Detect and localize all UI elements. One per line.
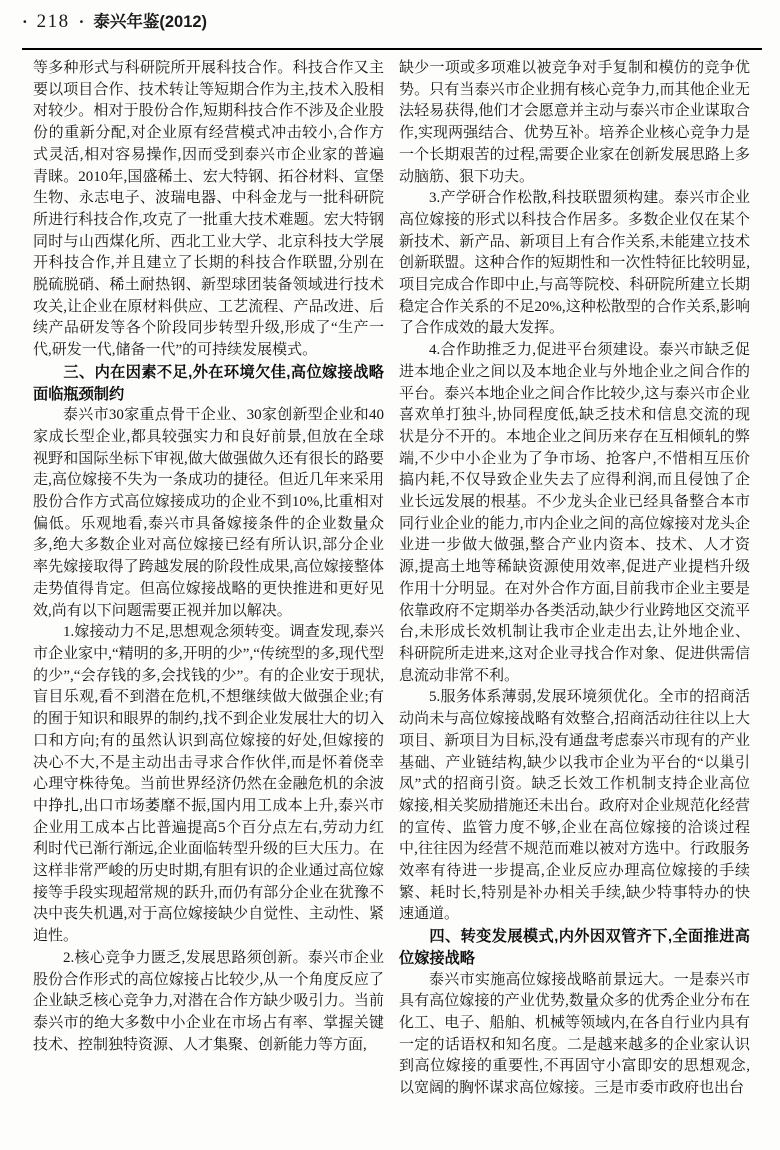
paragraph-enterprise-overview: 泰兴市30家重点骨干企业、30家创新型企业和40家成长型企业,都具较强实力和良好前景,但放在全球视野和国际坐标下审视,做大做强做久还有很长的路要走,高位嫁接不失为一条成功的捷径。但近几年来采用股份合作方式高位嫁接成功的企业不到10%,比重相对偏低。乐观地看,泰兴市具备嫁接条件的企业数量众多,绝大多数企业对高位嫁接已经有所认识,部分企业率先嫁接取得了跨越发展的阶段性成果,高位嫁接整体走势值得肯定。但高位嫁接战略的更快推进和更好见效,尚有以下问题需要正视并加以解决。 — [33, 407, 384, 619]
header-dot-left-icon: · — [22, 12, 28, 31]
left-column — [33, 58, 384, 1100]
paragraph-strategy-prospects: 泰兴市实施高位嫁接战略前景远大。一是泰兴市具有高位嫁接的产业优势,数量众多的优秀企业分布在化工、电子、船舶、机械等领域内,在各自行业内具有一定的话语权和知名度。二是越来越多的企业家认识到高位嫁接的重要性,不再固守小富即安的思想观念,以宽阔的胸怀谋求高位嫁接。三是市委市政府也出台 — [399, 971, 750, 1097]
page-number: 218 — [36, 11, 70, 32]
paragraph-competitiveness-continued: 缺少一项或多项难以被竞争对手复制和模仿的竞争优势。只有当泰兴市企业拥有核心竞争力,而其他企业无法轻易获得,他们才会愿意并主动与泰兴市企业谋取合作,实现两强结合、优势互补。培养企业核心竞争力是一个长期艰苦的过程,需要企业家在创新发展思路上多动脑筋、狠下功夫。 — [399, 60, 750, 185]
section-heading-four: 四、转变发展模式,内外因双管齐下,全面推进高位嫁接战略 — [399, 928, 750, 967]
paragraph-point-3-alliance: 3.产学研合作松散,科技联盟须构建。泰兴市企业高位嫁接的形式以科技合作居多。多数企业仅在某个新技术、新产品、新项目上有合作关系,未能建立技术创新联盟。这种合作的短期性和一次性特征比较明显,项目完成合作即中止,与高等院校、科研院所建立长期稳定合作关系的不足20%,这种松散型的合作关系,影响了合作成效的最大发挥。 — [399, 190, 750, 337]
header-rule — [22, 48, 762, 50]
page-header — [22, 12, 750, 44]
section-heading-three: 三、内在因素不足,外在环境欠佳,高位嫁接战略面临瓶颈制约 — [33, 363, 384, 403]
paragraph-point-4-platform: 4.合作助推乏力,促进平台须建设。泰兴市缺乏促进本地企业之间以及本地企业与外地企业之间合作的平台。泰兴本地企业之间合作比较少,这与泰兴市企业喜欢单打独斗,协同程度低,缺乏技术和信息交流的现状是分不开的。本地企业之间历来存在互相倾轧的弊端,不少中小企业为了争市场、抢客户,不惜相互压价搞内耗,不仅导致企业失去了应得利润,而且侵蚀了企业长远发展的根基。不少龙头企业已经具备整合本市同行业企业的能力,市内企业之间的高位嫁接对龙头企业进一步做大做强,整合产业内资本、技术、人才资源,提高土地等稀缺资源使用效率,促进产业提档升级作用十分明显。在对外合作方面,目前我市企业主要是依靠政府不定期举办各类活动,缺少行业跨地区交流平台,未形成长效机制让我市企业走出去,让外地企业、科研院所走进来,这对企业寻找合作对象、促进供需信息流动非常不利。 — [399, 342, 750, 684]
paragraph-science-cooperation: 等多种形式与科研院所开展科技合作。科技合作又主要以项目合作、技术转让等短期合作为主,技术入股相对较少。相对于股份合作,短期科技合作不涉及企业股份的重新分配,对企业原有经营模式冲击较小,合作方式灵活,相对容易操作,因而受到泰兴市企业家的普遍青睐。2010年,国盛稀土、宏大特钢、拓谷材料、宣堡生物、永志电子、波瑞电器、中科金龙与一批科研院所进行科技合作,攻克了一批重大技术难题。宏大特钢同时与山西煤化所、西北工业大学、北京科技大学展开科技合作,并且建立了长期的科技合作联盟,分别在脱硫脱硝、稀土耐热钢、新型球团装备领域进行技术攻关,让企业在原材料供应、工艺流程、产品改进、后续产品研发等各个阶段同步转型升级,形成了“生产一代,研发一代,储备一代”的可持续发展模式。 — [33, 60, 384, 359]
yearbook-title: 泰兴年鉴(2012) — [93, 13, 208, 31]
text-columns — [33, 58, 750, 1100]
paragraph-point-1-motivation: 1.嫁接动力不足,思想观念须转变。调查发现,泰兴市企业家中,“精明的多,开明的少”,“传统型的多,现代型的少”,“会存钱的多,会找钱的少”。有的企业安于现状,盲目乐观,看不到潜在危机,不想继续做大做强企业;有的囿于知识和眼界的制约,找不到企业发展壮大的切入口和方向;有的虽然认识到高位嫁接的好处,但嫁接的决心不大,不是主动出击寻求合作伙伴,而是怀着侥幸心理守株待兔。当前世界经济仍然在金融危机的余波中挣扎,出口市场萎靡不振,国内用工成本上升,泰兴市企业用工成本占比普遍提高5个百分点左右,劳动力红利时代已渐行渐远,企业面临转型升级的巨大压力。在这样非常严峻的历史时期,有胆有识的企业通过高位嫁接等手段实现超常规的跃升,而仍有部分企业在犹豫不决中丧失机遇,对于高位嫁接缺少自觉性、主动性、紧迫性。 — [33, 624, 384, 945]
right-column — [399, 58, 750, 1100]
paragraph-point-2-competitiveness: 2.核心竞争力匮乏,发展思路须创新。泰兴市企业股份合作形式的高位嫁接占比较少,从一个角度反应了企业缺乏核心竞争力,对潜在合作方缺少吸引力。当前泰兴市的绝大多数中小企业在市场占有率、掌握关键技术、控制独特资源、人才集聚、创新能力等方面, — [33, 949, 384, 1053]
paragraph-point-5-service: 5.服务体系薄弱,发展环境须优化。全市的招商活动尚未与高位嫁接战略有效整合,招商活动往往以上大项目、新项目为目标,没有通盘考虑泰兴市现有的产业基础、产业链结构,缺少以我市企业为平台的“以巢引凤”式的招商引资。缺乏长效工作机制支持企业高位嫁接,相关奖励措施还未出台。政府对企业规范化经营的宣传、监管力度不够,企业在高位嫁接的洽谈过程中,往往因为经营不规范而难以被对方选中。行政服务效率有待进一步提高,企业反应办理高位嫁接的手续繁、耗时长,特别是补办相关手续,缺少特事特办的快速通道。 — [399, 689, 750, 923]
header-dot-right-icon: · — [78, 12, 85, 31]
